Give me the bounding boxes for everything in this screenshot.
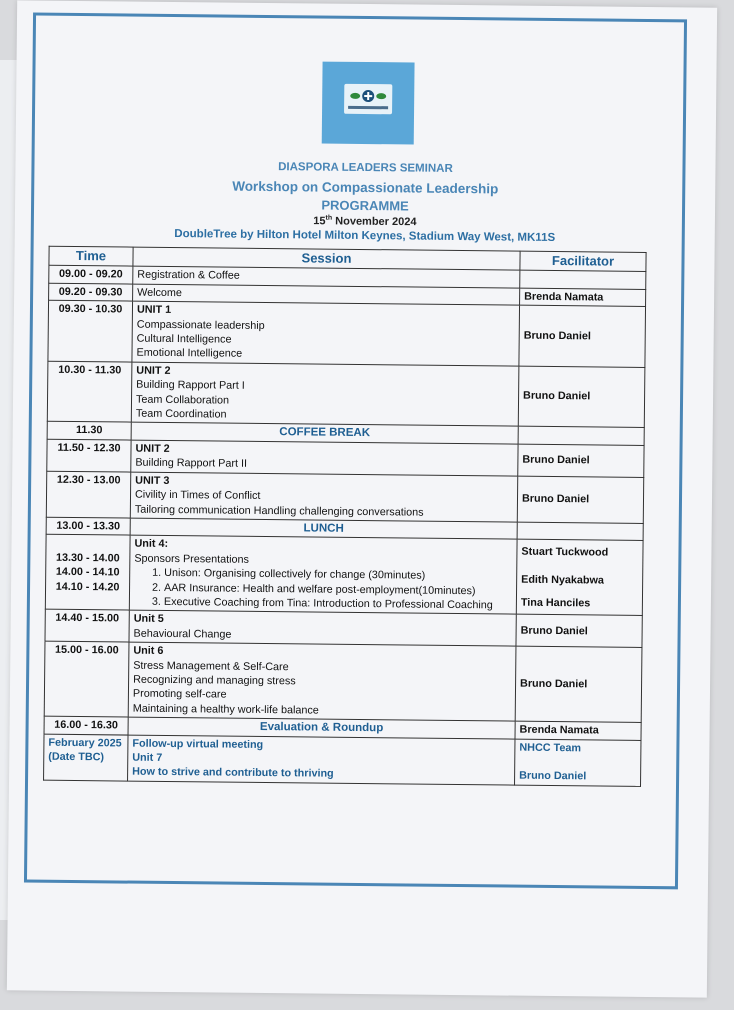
session-line: How to strive and contribute to thriving — [132, 766, 334, 781]
time-cell: 09.30 - 10.30 — [48, 300, 133, 362]
schedule-body-morning — [46, 266, 646, 541]
time-slot: (Date TBC) — [48, 750, 105, 764]
session-cell — [131, 362, 519, 427]
session-line: Maintaining a healthy work-life balance — [132, 702, 319, 717]
facilitator-cell: Bruno Daniel — [517, 476, 643, 524]
time-slot: 14.00 - 14.10 — [55, 565, 120, 579]
facilitator-cell: Bruno Daniel — [518, 444, 644, 477]
session-subtitle: Sponsors Presentations — [134, 552, 250, 566]
session-cell — [130, 472, 517, 522]
session-line: Civility in Times of Conflict — [134, 488, 261, 503]
schedule-body-afternoon — [44, 610, 642, 740]
table-row — [47, 361, 645, 428]
facilitator-cell: Brenda Namata — [515, 721, 641, 740]
session-cell — [129, 610, 516, 646]
time-cell: 09.00 - 09.20 — [49, 266, 133, 284]
unit-title: UNIT 2 — [135, 442, 170, 455]
leaf-icon — [350, 93, 360, 99]
leaf-icon — [376, 93, 386, 99]
list-item: 1. Unison: Organising collectively for change (30minutes) — [164, 566, 512, 584]
session-line: Welcome — [137, 286, 183, 299]
organisation-logo — [322, 62, 415, 145]
schedule-unit4 — [45, 535, 643, 616]
facilitator-name: Edith Nyakabwa — [521, 573, 605, 587]
list-item: 3. Executive Coaching from Tina: Introduction to Professional Coaching — [164, 595, 512, 613]
workshop-title: Workshop on Compassionate Leadership — [232, 178, 499, 197]
facilitator-cell — [516, 539, 643, 615]
table-row — [45, 535, 643, 616]
break-label: LUNCH — [130, 518, 517, 539]
time-cell — [44, 734, 128, 781]
facilitator-cell: Bruno Daniel — [519, 305, 646, 367]
time-cell: 10.30 - 11.30 — [47, 361, 132, 423]
unit-title: UNIT 3 — [135, 474, 170, 487]
session-cell — [128, 735, 515, 785]
session-line: Cultural Intelligence — [136, 332, 232, 346]
facilitator-cell: Bruno Daniel — [515, 646, 642, 722]
session-line: Tailoring communication Handling challenging conversations — [134, 503, 424, 519]
time-cell: 13.00 - 13.30 — [46, 517, 130, 535]
time-slot: 13.30 - 14.00 — [55, 551, 120, 565]
time-cell: 16.00 - 16.30 — [44, 716, 128, 734]
facilitator-cell — [515, 739, 641, 787]
schedule-followup — [44, 734, 641, 786]
session-line: Emotional Intelligence — [136, 347, 243, 361]
break-label: COFFEE BREAK — [131, 423, 518, 444]
session-line: Building Rapport Part I — [136, 378, 245, 393]
time-cell: 14.40 - 15.00 — [45, 610, 129, 643]
unit-title: Unit 5 — [133, 612, 164, 626]
facilitator-cell: Bruno Daniel — [516, 614, 642, 647]
time-cell: 15.00 - 16.00 — [44, 641, 129, 717]
medical-cross-icon — [362, 90, 374, 102]
time-cell: 09.20 - 09.30 — [49, 283, 133, 301]
session-line: Stress Management & Self-Care — [133, 659, 289, 673]
programme-table — [43, 246, 647, 787]
time-slot: February 2025 — [48, 736, 122, 750]
session-line: Recognizing and managing stress — [133, 673, 296, 688]
time-column-header: Time — [49, 246, 133, 266]
logo-emblem — [344, 84, 392, 115]
session-line: Unit 7 — [132, 751, 163, 764]
session-cell — [131, 440, 518, 476]
session-line: Registration & Coffee — [137, 269, 240, 283]
list-item: 2. AAR Insurance: Health and welfare post-employment(10minutes) — [164, 580, 512, 598]
facilitator-cell — [518, 427, 644, 446]
time-cell: 11.50 - 12.30 — [47, 439, 131, 472]
session-line: Compassionate leadership — [136, 318, 265, 332]
time-cell: 11.30 — [47, 422, 131, 440]
facilitator-name: Bruno Daniel — [519, 769, 587, 783]
time-cell: 12.30 - 13.00 — [46, 471, 130, 518]
facilitator-cell: Bruno Daniel — [518, 366, 645, 428]
session-line: Team Collaboration — [135, 393, 230, 407]
session-line: Team Coordination — [135, 407, 227, 421]
session-line: Behavioural Change — [133, 627, 232, 641]
session-cell — [132, 301, 520, 366]
facilitator-cell — [520, 271, 646, 290]
unit-title: UNIT 2 — [136, 364, 171, 377]
facilitator-name: Tina Hanciles — [520, 596, 591, 609]
table-row — [48, 300, 646, 367]
session-cell — [129, 535, 517, 614]
session-line: Promoting self-care — [132, 687, 227, 701]
time-cell — [45, 535, 130, 611]
time-slot: 14.10 - 14.20 — [55, 580, 120, 593]
programme-heading: PROGRAMME — [321, 197, 409, 214]
event-date: 15th November 2024 — [313, 214, 417, 229]
table-row — [46, 471, 643, 523]
table-row — [44, 641, 642, 722]
facilitator-name: NHCC Team — [519, 741, 582, 755]
session-line: Building Rapport Part II — [135, 456, 248, 471]
session-line: Follow-up virtual meeting — [132, 737, 264, 751]
facilitator-cell: Brenda Namata — [520, 288, 646, 307]
facilitator-cell — [517, 522, 643, 541]
logo-caption-mark — [348, 106, 388, 109]
facilitator-column-header: Facilitator — [520, 251, 646, 272]
unit-title: Unit 6 — [133, 644, 164, 658]
session-cell — [128, 642, 516, 721]
facilitator-name: Stuart Tuckwood — [521, 545, 609, 559]
break-label: Evaluation & Roundup — [128, 717, 515, 738]
unit-title: Unit 4: — [134, 537, 169, 551]
presentation-list — [134, 566, 512, 613]
event-venue: DoubleTree by Hilton Hotel Milton Keynes, Stadium Way West, MK11S — [174, 228, 556, 245]
session-column-header: Session — [133, 247, 520, 270]
seminar-title: DIASPORA LEADERS SEMINAR — [278, 161, 453, 175]
table-row — [44, 734, 641, 786]
programme-sheet — [7, 0, 717, 997]
unit-title: UNIT 1 — [136, 303, 172, 317]
